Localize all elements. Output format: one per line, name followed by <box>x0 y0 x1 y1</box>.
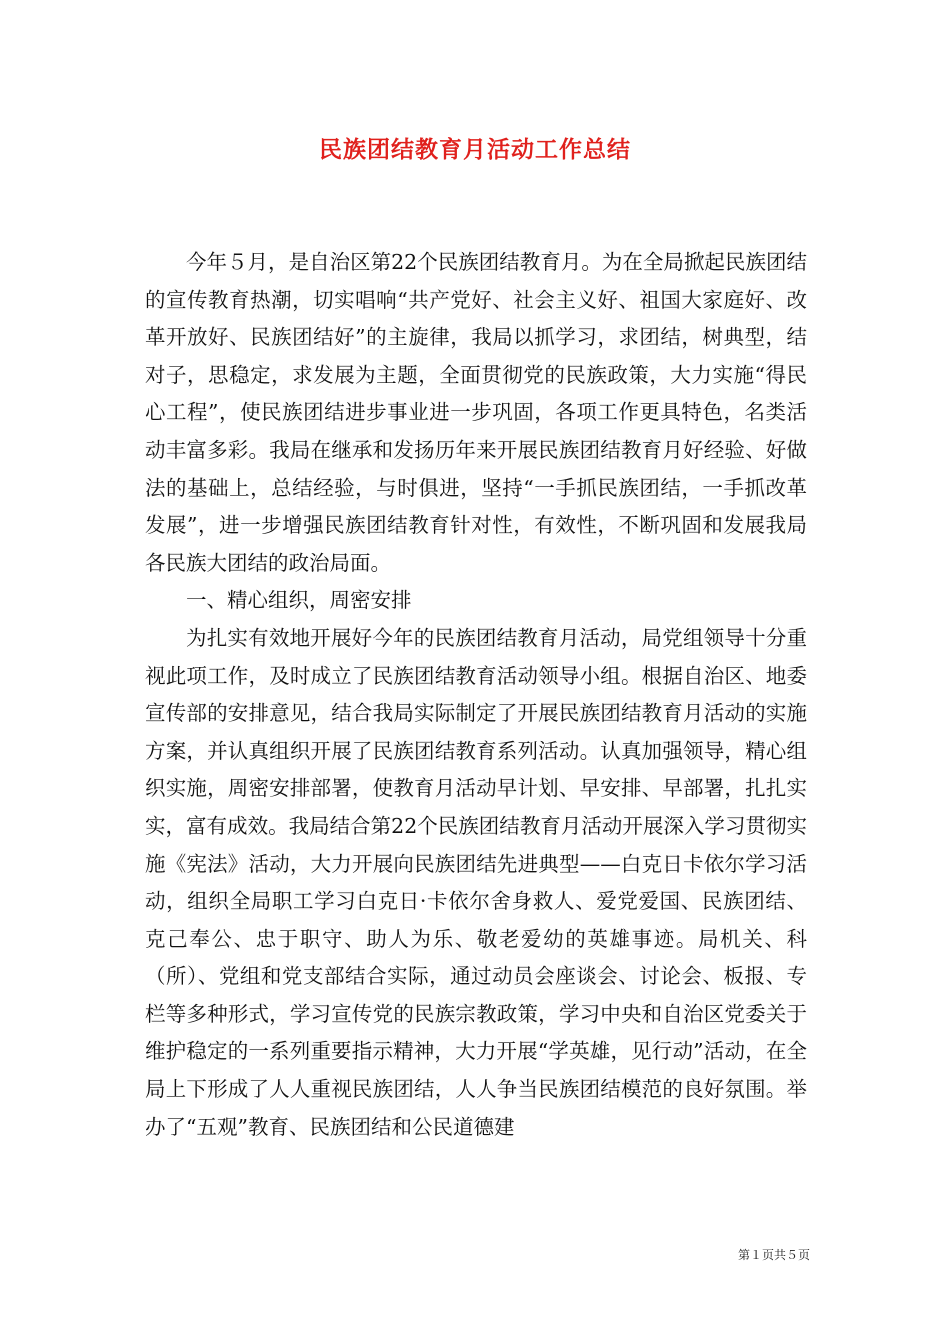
document-title: 民族团结教育月活动工作总结 <box>319 136 631 163</box>
intro-paragraph: 今年５月，是自治区第22个民族团结教育月。为在全局掀起民族团结的宣传教育热潮，切实唱响“共产党好、社会主义好、祖国大家庭好、改革开放好、民族团结好”的主旋律，我局以抓学习，求团结，树典型，结对子，思稳定，求发展为主题，全面贯彻党的民族政策，大力实施“得民心工程”，使民族团结进步事业进一步巩固，各项工作更具特色，名类活动丰富多彩。我局在继承和发扬历年来开展民族团结教育月好经验、好做法的基础上，总结经验，与时俱进，坚持“一手抓民族团结，一手抓改革发展”，进一步增强民族团结教育针对性，有效性，不断巩固和发展我局各民族大团结的政治局面。 <box>145 250 807 575</box>
document-body <box>145 244 807 1146</box>
section-heading-1: 一、精心组织，周密安排 <box>186 588 412 613</box>
section-1-paragraph: 为扎实有效地开展好今年的民族团结教育月活动，局党组领导十分重视此项工作，及时成立了民族团结教育活动领导小组。根据自治区、地委宣传部的安排意见，结合我局实际制定了开展民族团结教育月活动的实施方案，并认真组织开展了民族团结教育系列活动。认真加强领导，精心组织实施，周密安排部署，使教育月活动早计划、早安排、早部署，扎扎实实，富有成效。我局结合第22个民族团结教育月活动开展深入学习贯彻实施《宪法》活动，大力开展向民族团结先进典型——白克日卡依尔学习活动，组织全局职工学习白克日·卡依尔舍身救人、爱党爱国、民族团结、克己奉公、忠于职守、助人为乐、敬老爱幼的英雄事迹。局机关、科（所）、党组和党支部结合实际，通过动员会座谈会、讨论会、板报、专栏等多种形式，学习宣传党的民族宗教政策，学习中央和自治区党委关于维护稳定的一系列重要指示精神，大力开展“学英雄，见行动”活动，在全局上下形成了人人重视民族团结，人人争当民族团结模范的良好氛围。举办了“五观”教育、民族团结和公民道德建 <box>145 625 807 1139</box>
page-number-footer: 第１页共５页 <box>737 1248 810 1262</box>
